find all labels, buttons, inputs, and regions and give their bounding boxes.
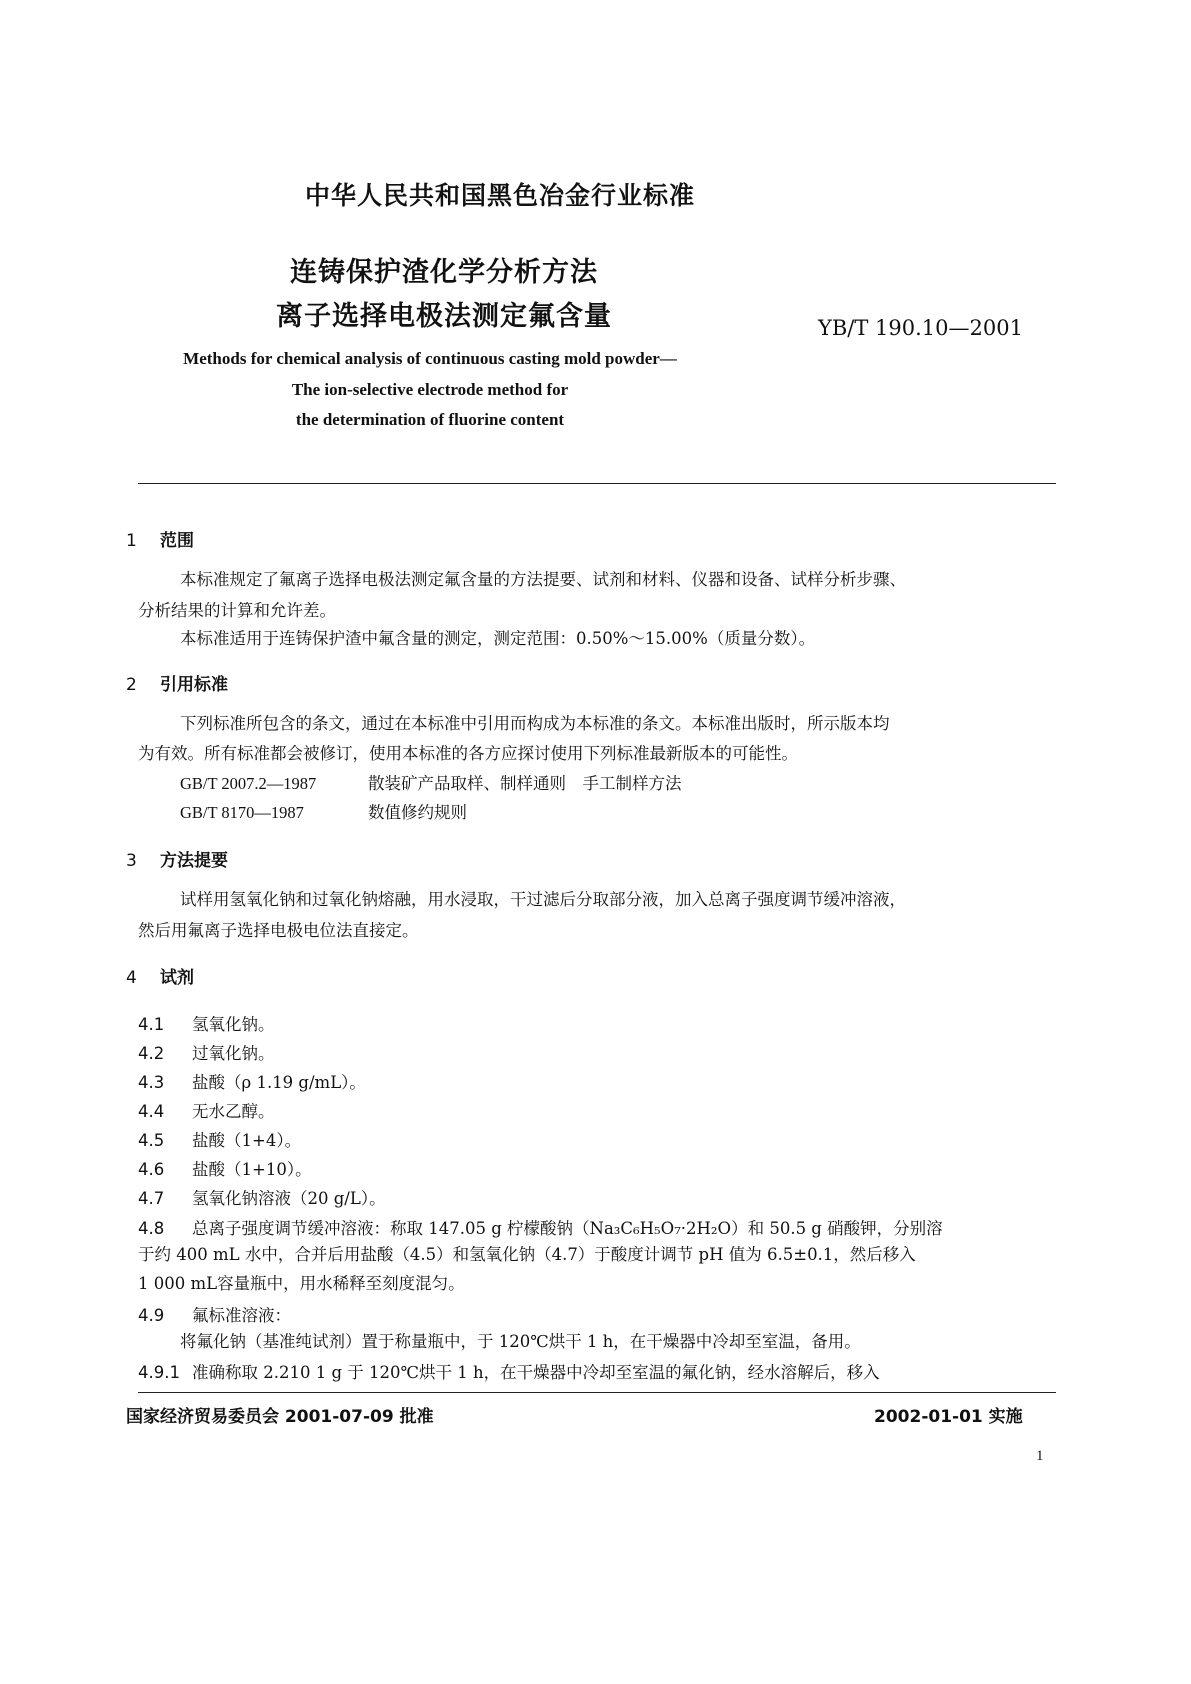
reagent-number: 4.3: [138, 1073, 165, 1092]
section-3-number: 3: [126, 851, 137, 871]
reagent-text: 氢氧化钠溶液（20 g/L）。: [192, 1189, 386, 1208]
reagent-text: 氢氧化钠。: [192, 1015, 275, 1034]
reference-code: GB/T 8170—1987: [180, 803, 304, 822]
reagent-item-4-9-1: [138, 1359, 880, 1383]
reagent-item: [138, 1127, 301, 1151]
footer-divider: [138, 1392, 1056, 1393]
english-title-line-2: The ion-selective electrode method for: [291, 380, 569, 399]
reagent-item-4-8: [138, 1215, 943, 1239]
implementation-date: 2002-01-01 实施: [874, 1407, 1023, 1427]
reagent-item: [138, 1156, 312, 1180]
reference-code: GB/T 2007.2—1987: [180, 774, 317, 793]
section-4-title: 试剂: [160, 968, 194, 988]
reagent-number: 4.6: [138, 1160, 165, 1179]
reference-name: 散装矿产品取样、制样通则 手工制样方法: [368, 774, 682, 793]
english-title-line-1: Methods for chemical analysis of continuous casting mold powder—: [183, 349, 677, 368]
section-2-number: 2: [126, 675, 137, 695]
section-1-heading: [126, 526, 194, 551]
section-2-heading: [126, 670, 228, 695]
section-2-title: 引用标准: [160, 675, 228, 695]
reagent-text: 无水乙醇。: [192, 1102, 275, 1121]
reagent-number: 4.5: [138, 1131, 165, 1150]
reagent-item: [138, 1098, 275, 1122]
section-3-paragraph-line-1: 试样用氢氧化钠和过氧化钠熔融，用水浸取，干过滤后分取部分液，加入总离子强度调节缓冲溶液，: [180, 890, 906, 909]
reagent-text: 盐酸（ρ 1.19 g/mL）。: [192, 1073, 366, 1092]
reagent-4-9-subtext: 将氟化钠（基准纯试剂）置于称量瓶中，于 120℃烘干 1 h，在干燥器中冷却至室温，备用。: [180, 1332, 861, 1351]
reference-row: [180, 768, 682, 800]
reference-name: 数值修约规则: [368, 803, 467, 822]
standard-number: YB/T 190.10—2001: [818, 316, 1023, 340]
section-1-paragraph-1-line-2: 分析结果的计算和允许差。: [138, 601, 336, 620]
reagent-text: 氟标准溶液：: [192, 1306, 291, 1325]
section-2-paragraph-line-1: 下列标准所包含的条文，通过在本标准中引用而构成为本标准的条文。本标准出版时，所示版本均: [180, 714, 890, 733]
section-1-paragraph-2: 本标准适用于连铸保护渣中氟含量的测定，测定范围：0.50%～15.00%（质量分数）。: [180, 629, 816, 648]
reagent-text: 盐酸（1+10）。: [192, 1160, 312, 1179]
reagent-item: [138, 1011, 275, 1035]
reagent-number: 4.9: [138, 1306, 165, 1325]
section-1-paragraph-1-line-1: 本标准规定了氟离子选择电极法测定氟含量的方法提要、试剂和材料、仪器和设备、试样分析步骤、: [180, 570, 906, 589]
section-3-heading: [126, 846, 228, 871]
reagent-number: 4.1: [138, 1015, 165, 1034]
reagent-item-4-9: [138, 1302, 291, 1326]
reagent-number: 4.2: [138, 1044, 165, 1063]
approval-note: 国家经济贸易委员会 2001-07-09 批准: [126, 1407, 434, 1427]
standard-category: 中华人民共和国黑色冶金行业标准: [304, 181, 695, 210]
reagent-4-8-line-2: 于约 400 mL 水中，合并后用盐酸（4.5）和氢氧化钠（4.7）于酸度计调节 pH 值为 6.5±0.1，然后移入: [138, 1245, 916, 1264]
reagent-4-8-line-3: 1 000 mL容量瓶中，用水稀释至刻度混匀。: [138, 1274, 465, 1293]
section-4-heading: [126, 963, 194, 988]
reagent-number: 4.7: [138, 1189, 165, 1208]
reagent-item: [138, 1040, 275, 1064]
section-1-title: 范围: [160, 531, 194, 551]
header-divider: [138, 483, 1056, 484]
reference-row: [180, 797, 467, 829]
title-line-2: 离子选择电极法测定氟含量: [276, 301, 612, 332]
page-number: 1: [1036, 1448, 1044, 1464]
reagent-text: 总离子强度调节缓冲溶液：称取 147.05 g 柠檬酸钠（Na₃C₆H₅O₇·2H₂O）和 50.5 g 硝酸钾，分别溶: [192, 1219, 943, 1238]
reagent-number: 4.4: [138, 1102, 165, 1121]
reagent-text: 过氧化钠。: [192, 1044, 275, 1063]
reagent-item: [138, 1185, 386, 1209]
reagent-number: 4.9.1: [138, 1363, 180, 1382]
title-line-1: 连铸保护渣化学分析方法: [290, 257, 598, 288]
reagent-item: [138, 1069, 366, 1093]
reagent-text: 盐酸（1+4）。: [192, 1131, 302, 1150]
reagent-text: 准确称取 2.210 1 g 于 120℃烘干 1 h，在干燥器中冷却至室温的氟化钠，经水溶解后，移入: [192, 1363, 880, 1382]
section-3-paragraph-line-2: 然后用氟离子选择电极电位法直接定。: [138, 921, 419, 940]
english-title-line-3: the determination of fluorine content: [295, 410, 565, 429]
section-2-paragraph-line-2: 为有效。所有标准都会被修订，使用本标准的各方应探讨使用下列标准最新版本的可能性。: [138, 744, 798, 763]
section-4-number: 4: [126, 968, 137, 988]
section-1-number: 1: [126, 531, 137, 551]
section-3-title: 方法提要: [160, 851, 228, 871]
reagent-number: 4.8: [138, 1219, 165, 1238]
